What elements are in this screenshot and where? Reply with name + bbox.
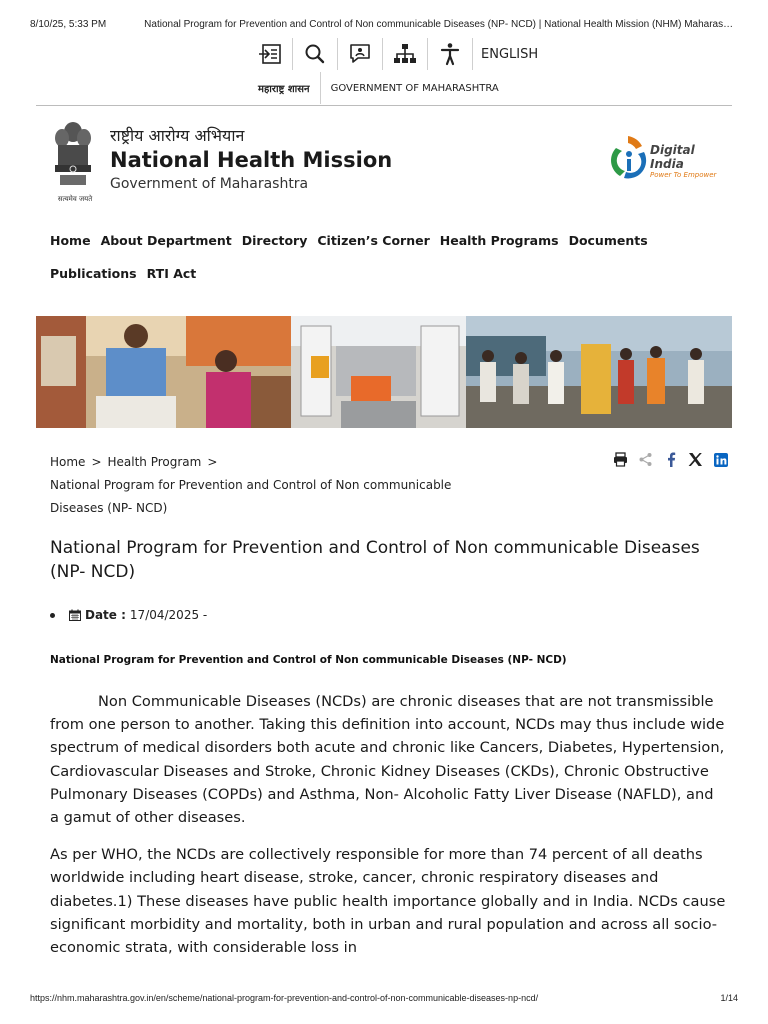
breadcrumb-home[interactable]: Home [50, 455, 86, 469]
nav-about-department[interactable]: About Department [100, 233, 232, 248]
nav-documents[interactable]: Documents [568, 233, 648, 248]
site-title: National Health Mission [110, 148, 393, 172]
breadcrumb-health-program[interactable]: Health Program [107, 455, 202, 469]
calendar-icon [69, 609, 81, 621]
digital-india-tagline: Power To Empower [650, 171, 717, 179]
nav-directory[interactable]: Directory [241, 233, 308, 248]
gov-english-label: GOVERNMENT OF MAHARASHTRA [330, 82, 499, 94]
breadcrumb [50, 451, 490, 520]
screen-reader-icon[interactable] [338, 38, 383, 70]
breadcrumb-separator: > [207, 455, 218, 469]
print-datetime: 8/10/25, 5:33 PM [30, 19, 107, 30]
header-divider [36, 105, 732, 106]
facebook-icon[interactable] [662, 451, 679, 468]
date-value: 17/04/2025 - [129, 608, 208, 622]
bullet [50, 613, 55, 618]
breadcrumb-separator: > [91, 455, 102, 469]
hero-banner [36, 316, 732, 428]
emblem-motto: सत्यमेव जयते [57, 195, 93, 203]
search-icon[interactable] [293, 38, 338, 70]
print-page-title: National Program for Prevention and Control of Non communicable Diseases (NP- NCD) | National Health Mission (NHM) Maharas… [144, 19, 734, 30]
site-subtitle: Government of Maharashtra [110, 176, 309, 192]
ashoka-emblem-icon [50, 118, 96, 190]
linkedin-icon[interactable] [712, 451, 729, 468]
page-title: National Program for Prevention and Control of Non communicable Diseases (NP- NCD) [50, 538, 700, 582]
banner-photo-awareness-rally [466, 316, 732, 428]
utility-bar [248, 38, 538, 70]
digital-india-text: Digital India [650, 143, 695, 171]
article-paragraph: Non Communicable Diseases (NCDs) are chronic diseases that are not transmissible from one person to another. Taking this definition into account, NCDs may thus include wide spectrum of medical disorders both acute and chronic like Cancers, Diabetes, Hypertension, Cardiovascular Diseases and Stroke, Chronic Kidney Diseases (CKDs), Chronic Obstructive Pulmonary Diseases (COPDs) and Asthma, Non- Alcoholic Fatty Liver Disease (NAFLD), and a gamut of other diseases. [50, 693, 725, 827]
nav-health-programs[interactable]: Health Programs [439, 233, 559, 248]
gov-bar [258, 72, 499, 104]
share-toolbar [612, 451, 729, 468]
banner-photo-health-camp [36, 316, 291, 428]
banner-photo-ambulance [291, 316, 466, 428]
article-heading: National Program for Prevention and Control of Non communicable Diseases (NP- NCD) [50, 654, 567, 666]
print-url: https://nhm.maharashtra.gov.in/en/scheme/national-program-for-prevention-and-control-of-non-communicable-diseases-np-ncd/ [30, 993, 539, 1003]
hindi-title: राष्ट्रीय आरोग्य अभियान [110, 126, 245, 145]
breadcrumb-current: National Program for Prevention and Control of Non communicable Diseases (NP- NCD) [50, 478, 452, 515]
nav-rti-act[interactable]: RTI Act [146, 266, 197, 281]
print-footer [30, 993, 738, 1007]
main-nav [50, 230, 730, 296]
print-page-number: 1/14 [720, 993, 738, 1003]
skip-to-content-icon[interactable] [248, 38, 293, 70]
accessibility-icon[interactable] [428, 38, 473, 70]
article-paragraph: As per WHO, the NCDs are collectively responsible for more than 74 percent of all deaths worldwide including heart disease, stroke, cancer, chronic respiratory diseases and diabetes.1) These diseases have public health importance globally and in India. NCDs cause significant morbidity and mortality, both in urban and rural population and across all socio-economic strata, with considerable loss in [50, 846, 726, 957]
digital-india-icon [608, 132, 648, 182]
digital-india-logo[interactable] [608, 132, 724, 182]
nav-home[interactable]: Home [50, 233, 91, 248]
sitemap-icon[interactable] [383, 38, 428, 70]
gov-marathi-label: महाराष्ट्र शासन [258, 72, 321, 104]
print-icon[interactable] [612, 451, 629, 468]
nav-publications[interactable]: Publications [50, 266, 137, 281]
state-emblem[interactable] [50, 118, 100, 206]
language-switch[interactable]: ENGLISH [481, 46, 539, 62]
article-date [50, 608, 207, 622]
share-icon[interactable] [637, 451, 654, 468]
article-body [50, 690, 726, 973]
date-label: Date : [85, 608, 126, 622]
site-branding[interactable] [110, 124, 392, 194]
nav-citizens-corner[interactable]: Citizen’s Corner [317, 233, 430, 248]
print-header [30, 19, 738, 33]
x-twitter-icon[interactable] [687, 451, 704, 468]
